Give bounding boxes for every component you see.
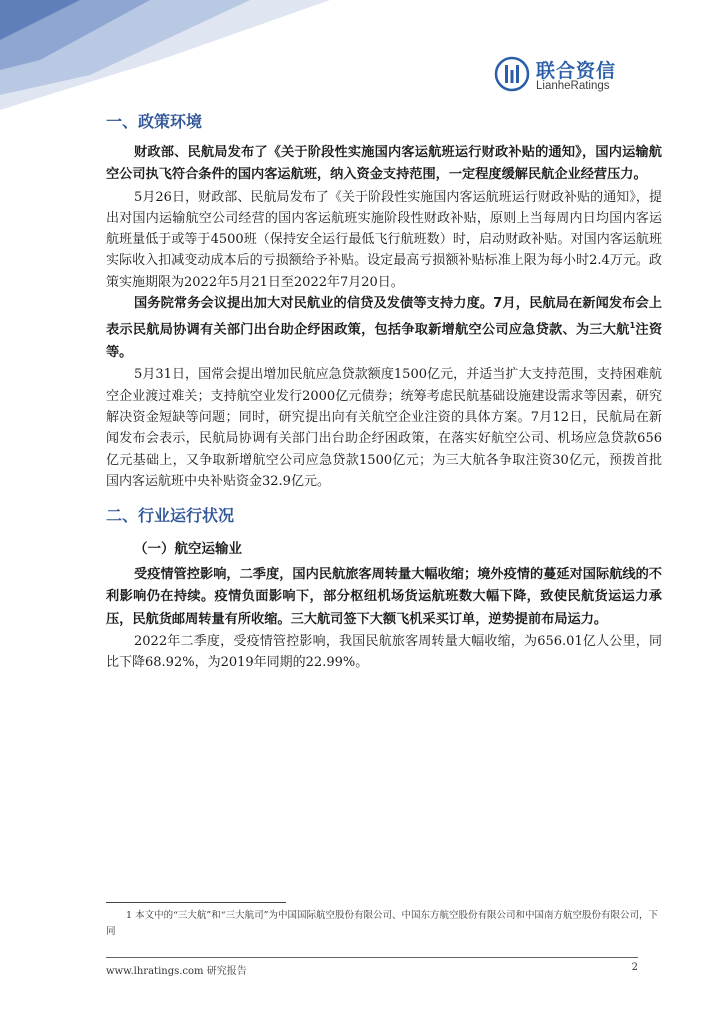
subsection-title-aviation: （一）航空运输业: [134, 541, 242, 558]
logo-english-name: LianheRatings: [536, 80, 610, 92]
paragraph-subsidy-detail: 5月26日，财政部、民航局发布了《关于阶段性实施国内客运航班运行财政补贴的通知》，提出对国内运输航空公司经营的国内客运航班实施阶段性财政补贴，原则上当每周内日均国内客运航班量低于或等于4500班（保持安全运行最低飞行航班数）时，启动财政补贴。对国内客运航班实际收入扣减变动成本后的亏损额给予补贴。设定最高亏损额补贴标准上限为每小时2.4万元。政策实施期限为2022年5月21日至2022年7月20日。: [106, 189, 662, 290]
company-logo: [494, 56, 644, 96]
page-number: 2: [631, 962, 638, 973]
section-title-policy: 一、政策环境: [106, 112, 203, 131]
paragraph-aviation-summary: 受疫情管控影响，二季度，国内民航旅客周转量大幅收缩；境外疫情的蔓延对国际航线的不利影响仍在持续。疫情负面影响下，部分枢纽机场货运航班数大幅下降，致使民航货运运力承压，民航货邮周转量有所收缩。三大航司签下大额飞机采买订单，逆势提前布局运力。: [106, 567, 662, 627]
credit-summary-end: 注资等。: [106, 322, 663, 361]
footer-website: www.lhratings.com 研究报告: [106, 966, 247, 977]
lianhe-logo-icon: [494, 56, 530, 92]
report-body: [106, 110, 662, 674]
footnote: 1 本文中的“三大航”和“三大航司”为中国国际航空股份有限公司、中国东方航空股份有限公司和中国南方航空股份有限公司，下同: [106, 910, 658, 937]
footnote-ref: 1: [629, 321, 636, 331]
footer-divider: [106, 957, 638, 958]
logo-chinese-name: 联合资信: [536, 60, 617, 82]
section-title-industry: 二、行业运行状况: [106, 506, 235, 526]
paragraph-credit-detail: 5月31日，国常会提出增加民航应急贷款额度1500亿元，并适当扩大支持范围，支持困难航空企业渡过难关；支持航空业发行2000亿元债券；统筹考虑民航基础设施建设需求等因素，研究解决资金短缺等问题；同时，研究提出向有关航空企业注资的具体方案。7月12日，民航局在新闻发布会表示，民航局协调有关部门出台助企纾困政策，在落实好航空公司、机场应急贷款656亿元基础上，又争取新增航空公司应急贷款1500亿元；为三大航各争取注资30亿元，预拨首批国内客运航班中央补贴资金32.9亿元。: [106, 367, 662, 489]
header-decoration: [0, 0, 330, 120]
paragraph-aviation-detail: 2022年二季度，受疫情管控影响，我国民航旅客周转量大幅收缩，为656.01亿人公里，同比下降68.92%，为2019年同期的22.99%。: [106, 634, 662, 671]
footnote-divider: [106, 902, 286, 903]
paragraph-subsidy-summary: 财政部、民航局发布了《关于阶段性实施国内客运航班运行财政补贴的通知》，国内运输航空公司执飞符合条件的国内客运航班，纳入资金支持范围，一定程度缓解民航企业经营压力。: [106, 145, 662, 183]
credit-summary-text: 国务院常务会议提出加大对民航业的信贷及发债等支持力度。7月，民航局在新闻发布会上表示民航局协调有关部门出台助企纾困政策，包括争取新增航空公司应急贷款、为三大航: [106, 296, 662, 338]
paragraph-credit-summary: [106, 293, 662, 364]
